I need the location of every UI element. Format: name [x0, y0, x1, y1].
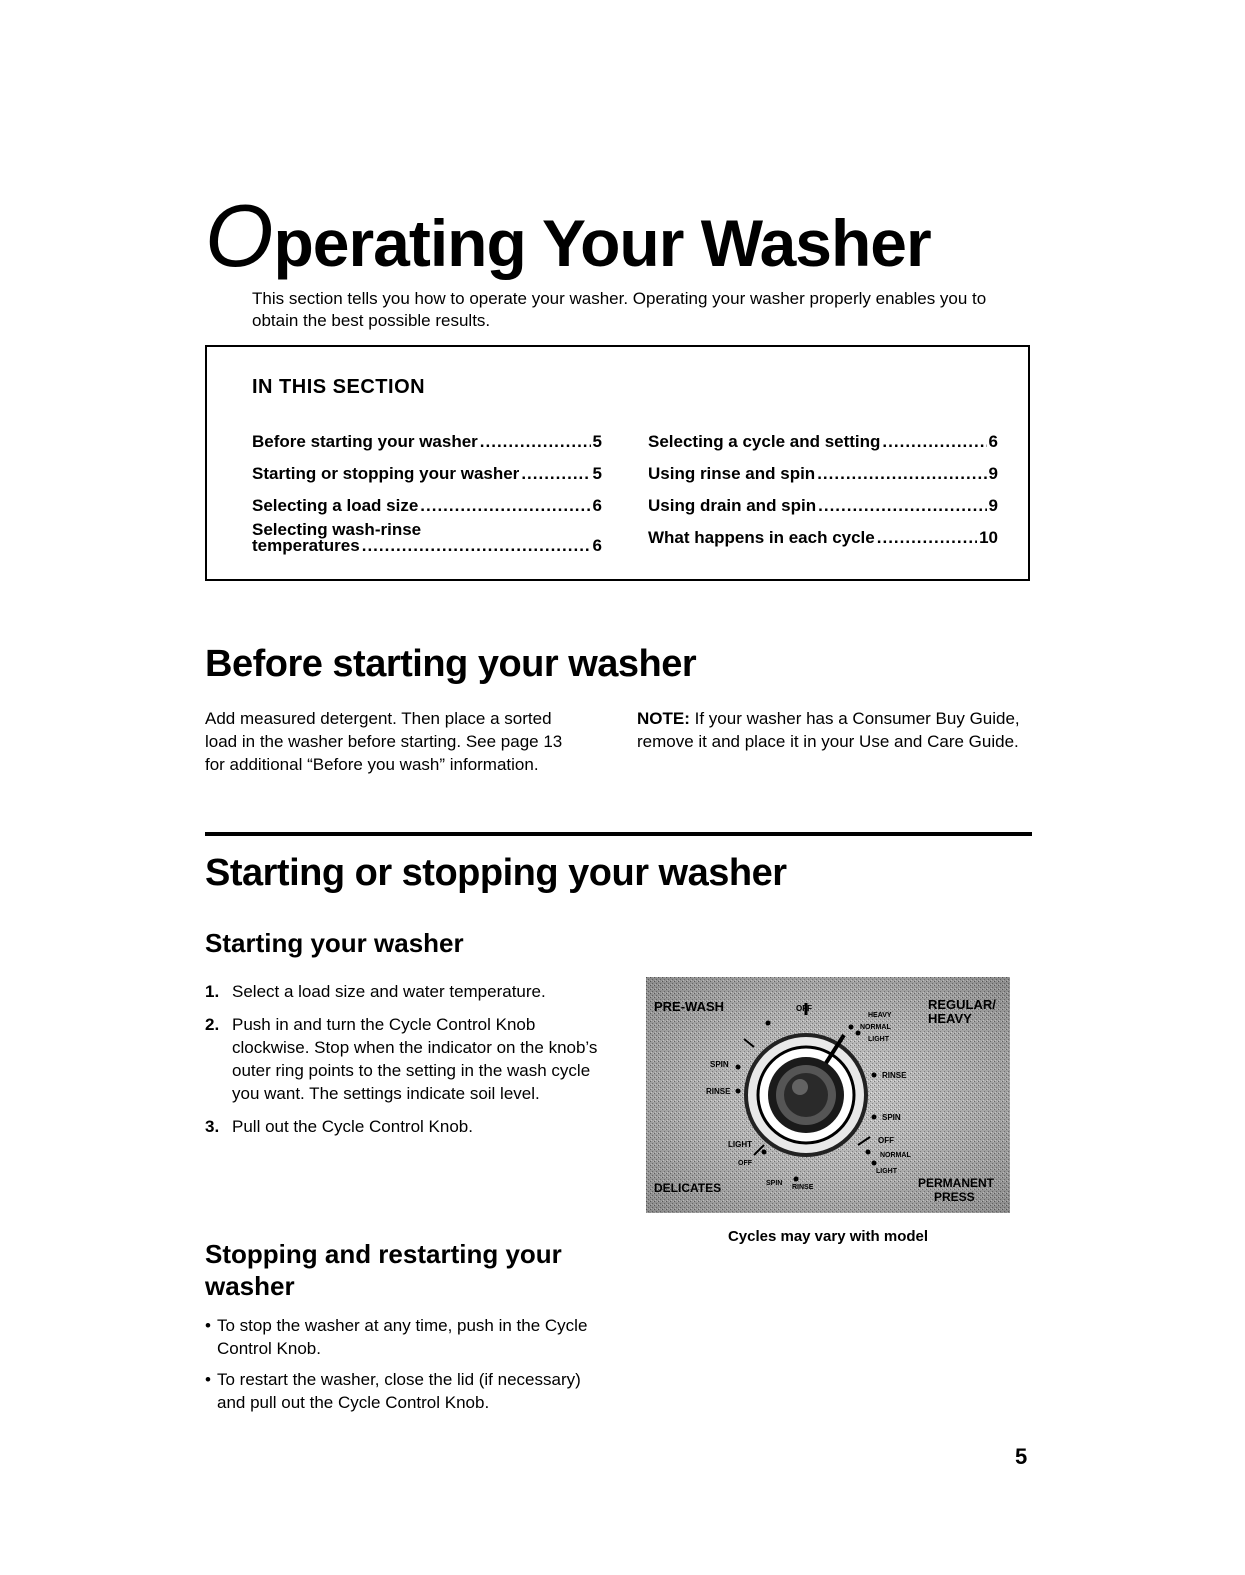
toc-item-label: Starting or stopping your washer	[252, 464, 520, 483]
step-number: 1.	[205, 982, 220, 1001]
toc-item-page: 5	[592, 464, 602, 483]
list-item: • To restart the washer, close the lid (if necessary) and pull out the Cycle Control Knob.	[205, 1368, 595, 1414]
before-starting-heading: Before starting your washer	[205, 643, 697, 685]
toc-item-page: 5	[592, 432, 602, 451]
toc-item-label-cont: temperatures	[252, 536, 360, 555]
dial-label-spin: SPIN	[710, 1060, 729, 1069]
before-starting-body: Add measured detergent. Then place a sorted load in the washer before starting. See page 13 for additional “Before you wash” information.	[205, 709, 563, 774]
list-item: • To stop the washer at any time, push in the Cycle Control Knob.	[205, 1314, 595, 1360]
dial-label-press: PRESS	[934, 1190, 975, 1204]
step-number: 3.	[205, 1117, 220, 1136]
stopping-bullets-list	[205, 1314, 595, 1422]
toc-item[interactable]	[252, 520, 602, 556]
toc-item-page: 6	[592, 536, 602, 555]
toc-item-page: 9	[988, 496, 998, 515]
dial-label-normal-right: NORMAL	[880, 1152, 911, 1159]
toc-leader-dots	[877, 528, 977, 548]
title-rest: perating Your Washer	[273, 206, 931, 280]
toc-leader-dots	[420, 496, 590, 516]
toc-item-label: Before starting your washer	[252, 432, 478, 451]
note-label: NOTE:	[637, 709, 690, 728]
toc-item-page: 10	[979, 528, 998, 547]
dial-label-spin-right: SPIN	[882, 1113, 901, 1122]
toc-leader-dots	[882, 432, 986, 452]
stopping-restarting-heading: Stopping and restarting your washer	[205, 1239, 562, 1301]
dial-label-rinse-right: RINSE	[882, 1071, 907, 1080]
step-text: Push in and turn the Cycle Control Knob clockwise. Stop when the indicator on the knob’s outer ring points to the setting in the wash cycle you want. The settings indicate soil level.	[232, 1015, 598, 1103]
toc-leader-dots	[362, 536, 591, 556]
step-text: Pull out the Cycle Control Knob.	[232, 1117, 473, 1136]
dial-label-light-right: LIGHT	[876, 1168, 897, 1175]
toc-item-label: Selecting a cycle and setting	[648, 432, 881, 451]
dial-label-normal-top: NORMAL	[860, 1024, 891, 1031]
dial-label-heavy-small: HEAVY	[868, 1012, 892, 1019]
toc-item[interactable]	[648, 516, 998, 548]
toc-item[interactable]	[252, 484, 602, 516]
starting-steps-list	[205, 980, 605, 1148]
toc-left-column	[252, 420, 602, 556]
dial-label-rinse: RINSE	[706, 1087, 731, 1096]
toc-item-label: Selecting a load size	[252, 496, 419, 515]
dial-caption: Cycles may vary with model	[727, 1228, 929, 1245]
before-starting-note	[637, 707, 1037, 753]
toc-leader-dots	[480, 432, 591, 452]
dial-label-off: OFF	[796, 1004, 812, 1013]
page-title	[205, 185, 931, 287]
page-number: 5	[1015, 1444, 1028, 1469]
dial-label-regular: REGULAR/	[928, 997, 996, 1012]
toc-item[interactable]	[252, 452, 602, 484]
toc-right-column	[648, 420, 998, 548]
toc-heading: IN THIS SECTION	[252, 376, 426, 398]
toc-item-page: 6	[988, 432, 998, 451]
toc-item-label: What happens in each cycle	[648, 528, 875, 547]
dial-label-off-left: OFF	[738, 1160, 752, 1167]
step-number: 2.	[205, 1015, 220, 1034]
toc-item[interactable]	[648, 484, 998, 516]
dial-label-permanent: PERMANENT	[918, 1176, 995, 1190]
list-item	[205, 1013, 605, 1105]
step-text: Select a load size and water temperature.	[232, 982, 546, 1001]
dial-label-spin-bottom: SPIN	[766, 1180, 783, 1187]
starting-subheading: Starting your washer	[205, 928, 464, 958]
toc-item[interactable]	[648, 420, 998, 452]
toc-item-label: Using rinse and spin	[648, 464, 816, 483]
dial-label-delicates: DELICATES	[654, 1181, 722, 1195]
list-item	[205, 1115, 605, 1138]
cycle-control-dial-image	[646, 977, 1010, 1213]
toc-item-label: Selecting wash-rinse	[252, 520, 422, 539]
dial-label-light-top: LIGHT	[868, 1036, 889, 1043]
dial-label-prewash: PRE-WASH	[654, 999, 725, 1014]
toc-leader-dots	[818, 496, 986, 516]
toc-item[interactable]	[648, 452, 998, 484]
intro-paragraph: This section tells you how to operate your washer. Operating your washer properly enables you to obtain the best possible results.	[252, 289, 987, 330]
title-initial: O	[205, 186, 274, 285]
dial-label-off-right: OFF	[878, 1136, 894, 1145]
dial-label-heavy: HEAVY	[928, 1011, 972, 1026]
toc-item-label: Using drain and spin	[648, 496, 817, 515]
section-divider	[205, 832, 1032, 836]
toc-leader-dots	[817, 464, 986, 484]
toc-item[interactable]	[252, 420, 602, 452]
toc-leader-dots	[521, 464, 590, 484]
dial-label-rinse-bottom: RINSE	[792, 1184, 814, 1191]
dial-label-light-left: LIGHT	[728, 1140, 752, 1149]
list-item	[205, 980, 605, 1003]
note-text: If your washer has a Consumer Buy Guide, remove it and place it in your Use and Care Guide.	[637, 709, 1020, 751]
toc-item-page: 9	[988, 464, 998, 483]
toc-item-line2	[252, 536, 602, 556]
toc-item-page: 6	[592, 496, 602, 515]
starting-stopping-heading: Starting or stopping your washer	[205, 852, 787, 894]
